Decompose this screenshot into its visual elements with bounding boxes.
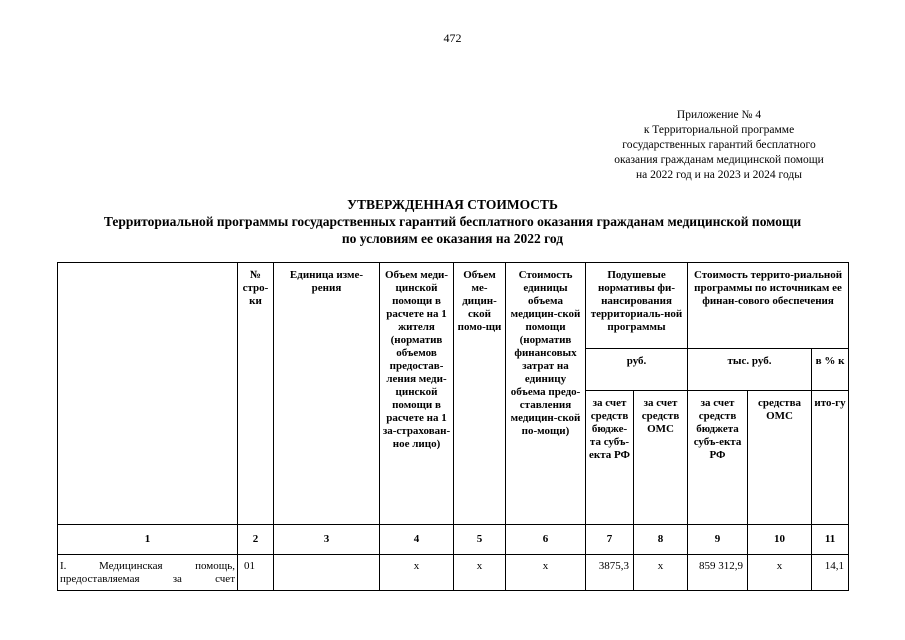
header-unit-cost: Стоимость единицы объема медицин-ской помощи (норматив финансовых затрат на единицу объема предо-ставления медицин-ской по-мощи) bbox=[506, 263, 586, 525]
row-unit bbox=[274, 555, 380, 591]
cost-table bbox=[57, 262, 849, 591]
column-number: 10 bbox=[748, 525, 812, 555]
column-number: 4 bbox=[380, 525, 454, 555]
row-label-line: I. Медицинская помощь, bbox=[60, 560, 235, 572]
column-number: 8 bbox=[634, 525, 688, 555]
header-oms-per-capita: за счет средств ОМС bbox=[634, 391, 688, 525]
column-number: 1 bbox=[58, 525, 238, 555]
header-volume: Объем ме-дицин-ской помо-щи bbox=[454, 263, 506, 525]
column-number: 9 bbox=[688, 525, 748, 555]
appendix-line: оказания гражданам медицинской помощи bbox=[614, 154, 824, 166]
appendix-line: Приложение № 4 bbox=[676, 109, 762, 121]
title-line-2: Территориальной программы государственных гарантий бесплатного оказания гражданам медицинской помощи bbox=[103, 214, 802, 229]
appendix-line: к Территориальной программе bbox=[643, 124, 795, 136]
header-thousand-rub: тыс. руб. bbox=[688, 349, 812, 391]
header-unit: Единица изме-рения bbox=[274, 263, 380, 525]
header-row-number: № стро-ки bbox=[238, 263, 274, 525]
header-cell-blank bbox=[58, 263, 238, 525]
header-program-cost: Стоимость террито-риальной программы по источникам ее финан-сового обеспечения bbox=[688, 263, 849, 349]
row-oms-per-capita: х bbox=[634, 555, 688, 591]
appendix-line: на 2022 год и на 2023 и 2024 годы bbox=[636, 169, 802, 181]
header-volume-per-resident: Объем меди-цинской помощи в расчете на 1 жителя (норматив объемов предостав-ления меди-цинской помощи в расчете на 1 за-страхован-ное лицо) bbox=[380, 263, 454, 525]
row-volume-per-resident: х bbox=[380, 555, 454, 591]
title-line-3: по условиям ее оказания на 2022 год bbox=[341, 231, 564, 246]
header-percent: в % к bbox=[812, 349, 849, 391]
column-number: 5 bbox=[454, 525, 506, 555]
row-budget-rf-cost: 859 312,9 bbox=[688, 555, 748, 591]
header-budget-rf-cost: за счет средств бюджета субъ-екта РФ bbox=[688, 391, 748, 525]
header-total: ито-гу bbox=[812, 391, 849, 525]
table-row bbox=[58, 555, 849, 591]
appendix-note bbox=[600, 108, 838, 183]
document-title bbox=[40, 196, 865, 247]
appendix-line: государственных гарантий бесплатного bbox=[622, 139, 816, 151]
column-number: 6 bbox=[506, 525, 586, 555]
column-number: 2 bbox=[238, 525, 274, 555]
row-total: 14,1 bbox=[812, 555, 849, 591]
title-line-1: УТВЕРЖДЕННАЯ СТОИМОСТЬ bbox=[347, 197, 558, 212]
row-label-line: предоставляемая за счет bbox=[60, 573, 235, 585]
row-budget-rf-per-capita: 3875,3 bbox=[586, 555, 634, 591]
row-number: 01 bbox=[238, 555, 274, 591]
column-number: 7 bbox=[586, 525, 634, 555]
header-rub: руб. bbox=[586, 349, 688, 391]
row-label bbox=[58, 555, 238, 591]
header-per-capita: Подушевые нормативы фи-нансирования территориаль-ной программы bbox=[586, 263, 688, 349]
column-number: 11 bbox=[812, 525, 849, 555]
column-number: 3 bbox=[274, 525, 380, 555]
row-unit-cost: х bbox=[506, 555, 586, 591]
row-volume: х bbox=[454, 555, 506, 591]
page-number: 472 bbox=[443, 31, 462, 45]
header-oms-cost: средства ОМС bbox=[748, 391, 812, 525]
row-oms-cost: х bbox=[748, 555, 812, 591]
header-budget-rf-per-capita: за счет средств бюдже-та субъ-екта РФ bbox=[586, 391, 634, 525]
